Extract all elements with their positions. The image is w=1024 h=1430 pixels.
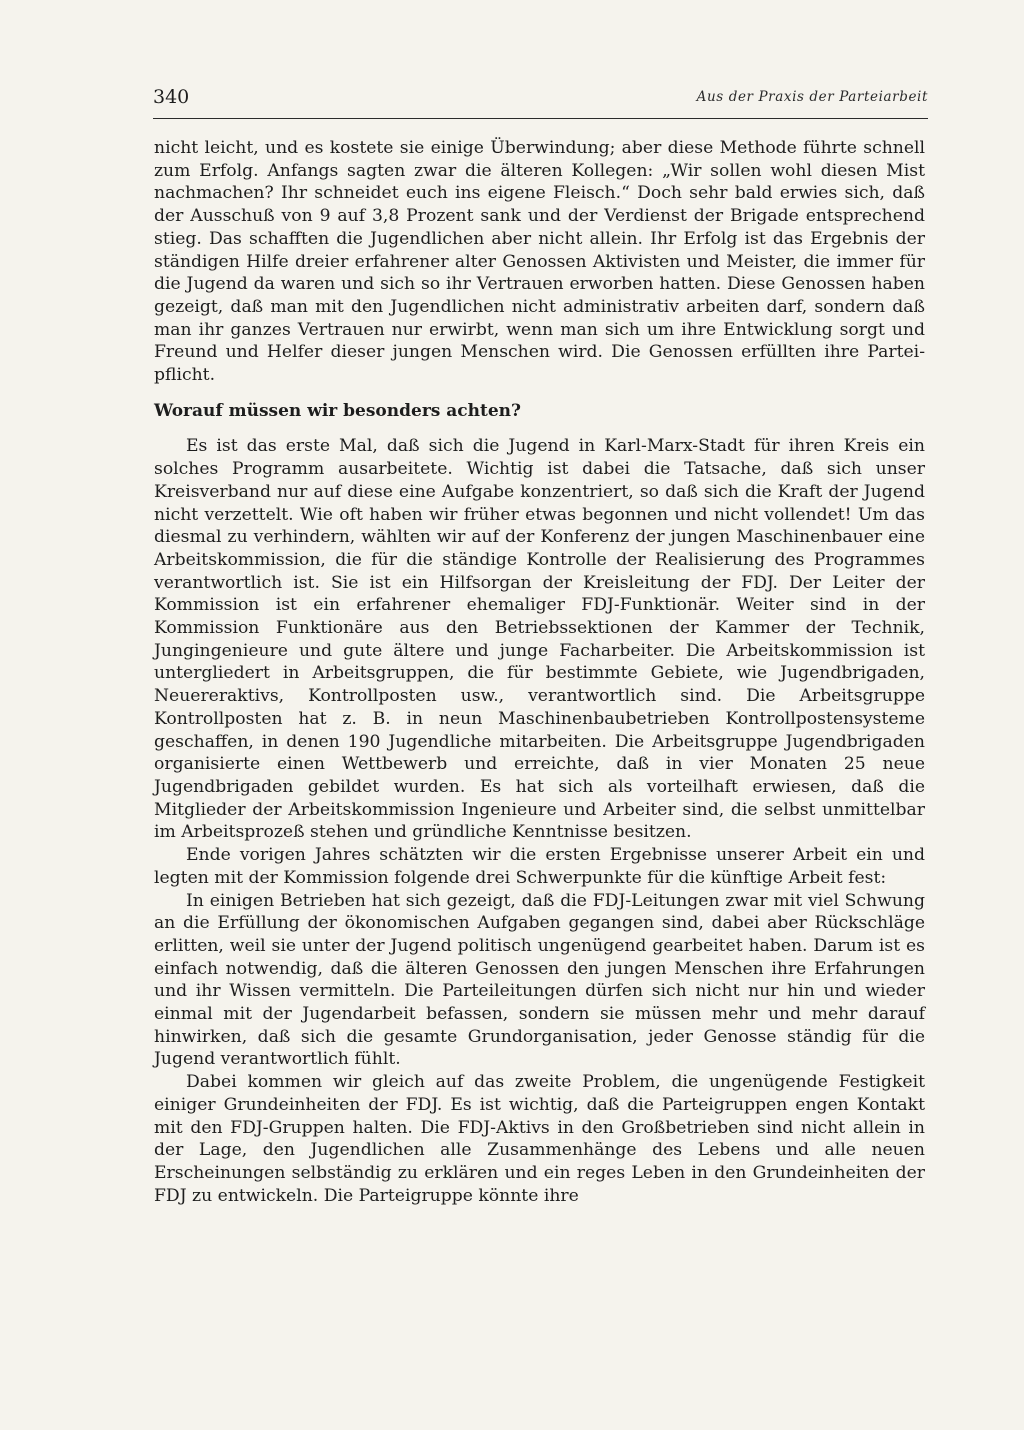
body-text bbox=[154, 137, 925, 1207]
paragraph-2: Es ist das erste Mal, daß sich die Jugend in Karl-Marx-Stadt für ihren Kreis ein solches Programm ausarbeitete. Wichtig ist dabei die Tatsache, daß sich unser Kreisverband nur auf diese eine Aufgabe konzentriert, so daß sich die Kraft der Jugend nicht verzettelt. Wie oft haben wir früher etwas begonnen und nicht vollendet! Um das diesmal zu verhindern, wählten wir auf der Konferenz der jungen Maschinenbauer eine Arbeitskommission, die für die ständige Kontrolle der Realisierung des Programmes verantwortlich ist. Sie ist ein Hilfsorgan der Kreisleitung der FDJ. Der Leiter der Kommission ist ein erfahrener ehemaliger FDJ-Funktionär. Weiter sind in der Kommission Funktionäre aus den Betriebssektionen der Kammer der Technik, Jungingenieure und gute ältere und junge Facharbeiter. Die Arbeitskommission ist untergliedert in Arbeitsgruppen, die für bestimmte Gebiete, wie Jugendbrigaden, Neuereraktivs, Kontrollposten usw., verantwortlich sind. Die Arbeitsgruppe Kontrollposten hat z. B. in neun Maschinenbaubetrieben Kontrollpostensysteme geschaffen, in denen 190 Jugendliche mitarbeiten. Die Arbeitsgruppe Jugendbrigaden organisierte einen Wettbewerb und erreichte, daß in vier Monaten 25 neue Jugendbrigaden gebildet wurden. Es hat sich als vorteilhaft erwiesen, daß die Mitglieder der Arbeitskommission Ingenieure und Arbeiter sind, die selbst unmittelbar im Arbeitsprozeß stehen und gründliche Kenntnisse besitzen. bbox=[154, 436, 925, 843]
paragraph-1: nicht leicht, und es kostete sie einige Überwindung; aber diese Methode führte schnell zum Erfolg. Anfangs sagten zwar die älteren Kollegen: „Wir sollen wohl diesen Mist nachmachen? Ihr schneidet euch ins eigene Fleisch.“ Doch sehr bald erwies sich, daß der Ausschuß von 9 auf 3,8 Prozent sank und der Verdienst der Brigade entsprechend stieg. Das schafften die Jugendlichen aber nicht allein. Ihr Erfolg ist das Ergebnis der ständigen Hilfe dreier erfahrener alter Genossen Aktivisten und Meister, die immer für die Jugend da waren und sich so ihr Vertrauen erworben hatten. Diese Genossen haben gezeigt, daß man mit den Jugendlichen nicht administrativ arbeiten darf, sondern daß man ihr ganzes Vertrauen nur erwirbt, wenn man sich um ihre Entwicklung sorgt und Freund und Helfer dieser jungen Menschen wird. Die Genossen erfüllten ihre Parteipflicht. bbox=[154, 138, 925, 386]
paragraph-4: In einigen Betrieben hat sich gezeigt, daß die FDJ-Leitungen zwar mit viel Schwung an die Erfüllung der ökonomischen Aufgaben gegangen sind, dabei aber Rückschläge erlitten, weil sie unter der Jugend politisch ungenügend gearbeitet haben. Darum ist es einfach notwendig, daß die älteren Genossen den jungen Menschen ihre Erfahrungen und ihr Wissen vermitteln. Die Parteileitungen dürfen sich nicht nur hin und wieder einmal mit der Jugendarbeit befassen, sondern sie müssen mehr und mehr darauf hinwirken, daß sich die gesamte Grundorganisation, jeder Genosse ständig für die Jugend verantwortlich fühlt. bbox=[154, 890, 925, 1070]
section-heading: Worauf müssen wir besonders achten? bbox=[154, 400, 521, 421]
paragraph-5: Dabei kommen wir gleich auf das zweite Problem, die ungenügende Festigkeit einiger Grundeinheiten der FDJ. Es ist wichtig, daß die Parteigruppen engen Kontakt mit den FDJ-Gruppen halten. Die FDJ-Aktivs in den Großbetrieben sind nicht allein in der Lage, den Jugendlichen alle Zusammenhänge des Lebens und alle neuen Erscheinungen selbständig zu erklären und ein reges Leben in den Grundeinheiten der FDJ zu entwickeln. Die Parteigruppe könnte ihre bbox=[154, 1072, 925, 1206]
page-number: 340 bbox=[153, 86, 190, 108]
header-rule bbox=[153, 118, 928, 119]
paragraph-3: Ende vorigen Jahres schätzten wir die ersten Ergebnisse unserer Arbeit ein und legten mit der Kommission folgende drei Schwerpunkte für die künftige Arbeit fest: bbox=[154, 845, 925, 888]
running-head: Aus der Praxis der Parteiarbeit bbox=[696, 89, 928, 105]
page-header bbox=[153, 86, 928, 114]
